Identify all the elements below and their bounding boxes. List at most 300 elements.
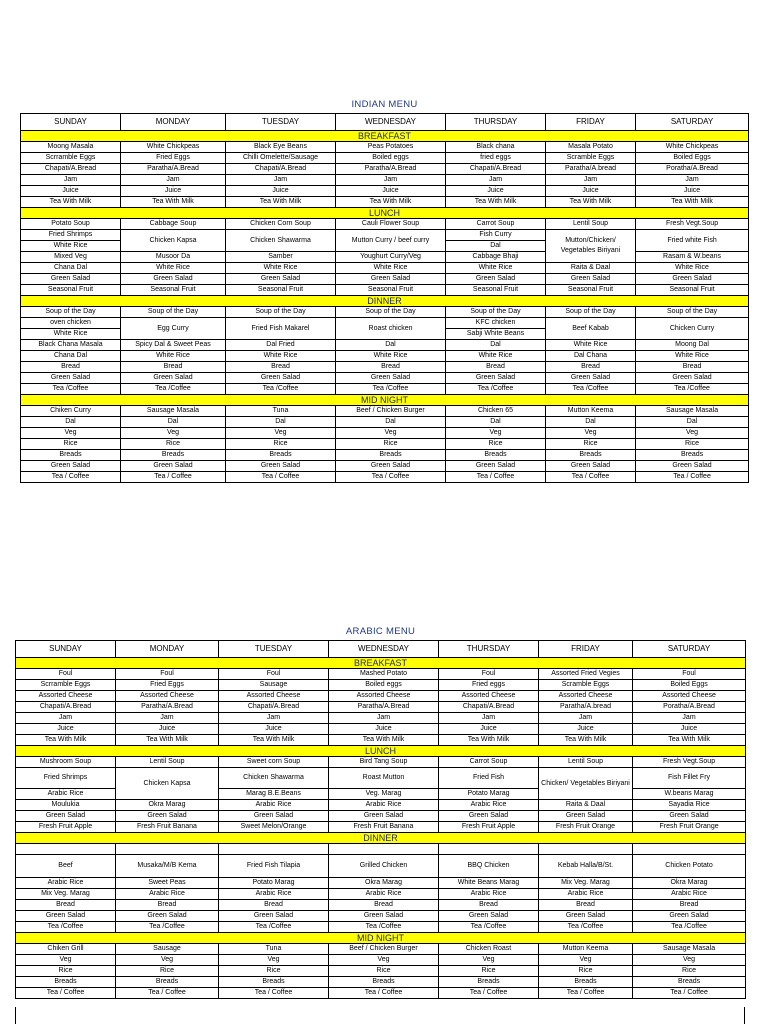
menu-cell: Paratha/A.bread: [546, 164, 636, 175]
menu-cell: Soup of the Day: [636, 307, 749, 318]
menu-cell: Tea With Milk: [336, 197, 446, 208]
table-row: [21, 285, 749, 296]
indian-menu-table: [20, 96, 749, 483]
menu-cell: Tea / Coffee: [633, 988, 746, 999]
menu-cell: Breads: [116, 977, 219, 988]
menu-cell: White Rice: [446, 263, 546, 274]
menu-cell: Tea / Coffee: [116, 988, 219, 999]
menu-cell: fried eggs: [446, 153, 546, 164]
table-row: [21, 197, 749, 208]
menu-cell: Assorted Cheese: [633, 691, 746, 702]
menu-cell: Moong Dal: [636, 340, 749, 351]
menu-cell: Chapati/A.Bread: [21, 164, 121, 175]
empty-cell: [116, 844, 219, 855]
menu-cell: Tea /Coffee: [21, 384, 121, 395]
menu-cell: oven chicken: [21, 318, 121, 329]
section-lunch: LUNCH: [16, 746, 746, 757]
menu-cell: Veg: [226, 428, 336, 439]
menu-cell: Tea /Coffee: [116, 922, 219, 933]
menu-cell: Rice: [121, 439, 226, 450]
menu-cell: Green Salad: [116, 811, 219, 822]
menu-cell: Assorted Fried Vegies: [539, 669, 633, 680]
menu-cell: Fresh Fruit Banana: [116, 822, 219, 833]
menu-cell: Jam: [633, 713, 746, 724]
table-row: [16, 966, 746, 977]
table-row: [21, 274, 749, 285]
menu-cell: Chicken Shawarma: [219, 768, 329, 789]
menu-cell: Green Salad: [636, 461, 749, 472]
menu-cell: Rice: [21, 439, 121, 450]
day-header: SUNDAY: [21, 114, 121, 131]
table-row: [16, 944, 746, 955]
menu-cell: Tea With Milk: [636, 197, 749, 208]
menu-cell: Tea /Coffee: [121, 384, 226, 395]
table-row: [16, 955, 746, 966]
menu-cell: Arabic Rice: [439, 889, 539, 900]
menu-cell: Moulukia: [16, 800, 116, 811]
menu-cell: Juice: [439, 724, 539, 735]
menu-cell: Juice: [219, 724, 329, 735]
menu-cell: Roast chicken: [336, 318, 446, 340]
menu-cell: Jam: [116, 713, 219, 724]
menu-cell: Marag B.E.Beans: [219, 789, 329, 800]
table-row: [21, 230, 749, 241]
menu-cell: Chilli Omelette/Sausage: [226, 153, 336, 164]
menu-cell: White Rice: [121, 263, 226, 274]
menu-cell: Scramble Eggs: [539, 680, 633, 691]
table-row: [16, 713, 746, 724]
menu-cell: White Rice: [636, 351, 749, 362]
menu-cell: Mutton Keema: [546, 406, 636, 417]
menu-cell: Soup of the Day: [226, 307, 336, 318]
menu-cell: White Rice: [21, 241, 121, 252]
menu-cell: Juice: [446, 186, 546, 197]
menu-cell: Breads: [336, 450, 446, 461]
menu-cell: Rice: [439, 966, 539, 977]
menu-cell: Musaka/M/B Kema: [116, 855, 219, 878]
menu-cell: Jam: [329, 713, 439, 724]
menu-cell: Assorted Cheese: [116, 691, 219, 702]
menu-cell: Chapati/A.Bread: [226, 164, 336, 175]
section-breakfast: BREAKFAST: [16, 658, 746, 669]
menu-cell: Jam: [546, 175, 636, 186]
menu-cell: Bread: [336, 362, 446, 373]
section-midnight: MID NIGHT: [21, 395, 749, 406]
menu-cell: Breads: [21, 450, 121, 461]
menu-cell: Breads: [446, 450, 546, 461]
menu-cell: Breads: [546, 450, 636, 461]
menu-cell: Green Salad: [439, 911, 539, 922]
menu-cell: Fried eggs: [439, 680, 539, 691]
menu-cell: Arabic Rice: [539, 889, 633, 900]
table-row: [21, 406, 749, 417]
table-row: [21, 373, 749, 384]
menu-cell: Dal: [21, 417, 121, 428]
menu-cell: Egg Curry: [121, 318, 226, 340]
menu-cell: Fried Shrimps: [16, 768, 116, 789]
empty-cell: [633, 844, 746, 855]
menu-cell: Green Salad: [633, 911, 746, 922]
table-row: [16, 691, 746, 702]
menu-cell: Green Salad: [546, 274, 636, 285]
menu-cell: Raita & Daal: [546, 263, 636, 274]
section-breakfast-row: [16, 658, 746, 669]
section-dinner-row: [21, 296, 749, 307]
menu-cell: Fresh Fruit Apple: [439, 822, 539, 833]
table-row: [21, 175, 749, 186]
day-header: SUNDAY: [16, 641, 116, 658]
section-dinner-row: [16, 833, 746, 844]
menu-cell: Veg: [21, 428, 121, 439]
menu-cell: Black Chana Masala: [21, 340, 121, 351]
menu-cell: Green Salad: [546, 373, 636, 384]
menu-cell: Boiled Eggs: [636, 153, 749, 164]
menu-cell: Rice: [226, 439, 336, 450]
menu-cell: Potato Soup: [21, 219, 121, 230]
menu-cell: Chicken Kapsa: [116, 768, 219, 800]
blank-row: [16, 844, 746, 855]
menu-cell: Foul: [219, 669, 329, 680]
menu-cell: Juice: [121, 186, 226, 197]
menu-cell: Green Salad: [121, 274, 226, 285]
menu-cell: Juice: [336, 186, 446, 197]
menu-cell: Black Eye Beans: [226, 142, 336, 153]
menu-cell: Rice: [546, 439, 636, 450]
menu-cell: Green Salad: [121, 461, 226, 472]
menu-cell: Green Salad: [21, 461, 121, 472]
menu-cell: Juice: [21, 186, 121, 197]
menu-cell: Tea / Coffee: [329, 988, 439, 999]
table-row: [21, 263, 749, 274]
table-row: [21, 186, 749, 197]
menu-cell: Fried Shrimps: [21, 230, 121, 241]
menu-cell: Green Salad: [439, 811, 539, 822]
table-row: [16, 811, 746, 822]
menu-cell: Juice: [16, 724, 116, 735]
section-lunch: LUNCH: [21, 208, 749, 219]
menu-cell: Veg: [546, 428, 636, 439]
menu-cell: Fried Eggs: [121, 153, 226, 164]
menu-cell: W.beans Marag: [633, 789, 746, 800]
menu-cell: Chicken 65: [446, 406, 546, 417]
menu-cell: Bread: [116, 900, 219, 911]
menu-cell: Samber: [226, 252, 336, 263]
menu-cell: Tea / Coffee: [439, 988, 539, 999]
menu-cell: Tea / Coffee: [336, 472, 446, 483]
menu-cell: Sausage Masala: [121, 406, 226, 417]
menu-cell: Bread: [446, 362, 546, 373]
menu-cell: Foul: [116, 669, 219, 680]
menu-cell: Fresh Fruit Orange: [633, 822, 746, 833]
menu-cell: Chicken Corn Soup: [226, 219, 336, 230]
menu-cell: Rice: [336, 439, 446, 450]
menu-cell: Green Salad: [16, 811, 116, 822]
menu-cell: Scrramble Eggs: [16, 680, 116, 691]
menu-cell: Bread: [633, 900, 746, 911]
menu-cell: Soup of the Day: [546, 307, 636, 318]
menu-cell: Green Salad: [636, 274, 749, 285]
day-header-row: [21, 114, 749, 131]
menu-cell: Juice: [329, 724, 439, 735]
menu-cell: White Chickpeas: [636, 142, 749, 153]
menu-cell: Dal: [121, 417, 226, 428]
menu-cell: Veg: [219, 955, 329, 966]
menu-cell: Boiled eggs: [329, 680, 439, 691]
table-row: [21, 307, 749, 318]
menu-cell: Tea / Coffee: [446, 472, 546, 483]
menu-cell: Green Salad: [219, 811, 329, 822]
menu-cell: Soup of the Day: [21, 307, 121, 318]
menu-cell: Tea / Coffee: [226, 472, 336, 483]
menu-cell: Tea /Coffee: [16, 922, 116, 933]
menu-cell: Bread: [16, 900, 116, 911]
menu-cell: Green Salad: [226, 461, 336, 472]
day-header: WEDNESDAY: [329, 641, 439, 658]
menu-cell: Boiled Eggs: [633, 680, 746, 691]
table-row: [16, 911, 746, 922]
menu-cell: Moong Masala: [21, 142, 121, 153]
menu-cell: Fresh Vegt.Soup: [633, 757, 746, 768]
empty-cell: [219, 844, 329, 855]
menu-title-row: [16, 623, 746, 641]
menu-cell: Jam: [539, 713, 633, 724]
menu-cell: Arabic Rice: [116, 889, 219, 900]
menu-cell: Tea With Milk: [446, 197, 546, 208]
table-row: [16, 822, 746, 833]
table-row: [16, 922, 746, 933]
menu-cell: Chicken Kapsa: [121, 230, 226, 252]
day-header: THURSDAY: [446, 114, 546, 131]
menu-cell: Assorted Cheese: [539, 691, 633, 702]
menu-cell: Green Salad: [446, 274, 546, 285]
menu-cell: Rice: [539, 966, 633, 977]
menu-cell: Tea / Coffee: [539, 988, 633, 999]
menu-cell: Fried Fish Tilapia: [219, 855, 329, 878]
menu-cell: Sausage Masala: [636, 406, 749, 417]
table-row: [21, 439, 749, 450]
day-header: SATURDAY: [633, 641, 746, 658]
menu-cell: Tea /Coffee: [336, 384, 446, 395]
table-row: [21, 164, 749, 175]
menu-cell: Dal: [446, 417, 546, 428]
menu-cell: Green Salad: [336, 274, 446, 285]
menu-cell: Assorted Cheese: [219, 691, 329, 702]
menu-cell: Arabic Rice: [219, 800, 329, 811]
arabic-menu-table: [15, 623, 746, 999]
menu-cell: Youghurt Curry/Veg: [336, 252, 446, 263]
menu-cell: Roast Mutton: [329, 768, 439, 789]
menu-cell: Veg: [636, 428, 749, 439]
menu-cell: White Rice: [21, 329, 121, 340]
menu-cell: Black chana: [446, 142, 546, 153]
menu-cell: Jam: [21, 175, 121, 186]
menu-cell: Green Salad: [21, 373, 121, 384]
menu-cell: Veg: [121, 428, 226, 439]
menu-cell: Jam: [16, 713, 116, 724]
menu-cell: Bread: [329, 900, 439, 911]
menu-cell: Bread: [121, 362, 226, 373]
menu-cell: Seasonal Fruit: [226, 285, 336, 296]
table-row: [21, 384, 749, 395]
menu-cell: Fresh Fruit Apple: [16, 822, 116, 833]
section-breakfast: BREAKFAST: [21, 131, 749, 142]
table-row: [16, 680, 746, 691]
menu-cell: Seasonal Fruit: [546, 285, 636, 296]
menu-cell: Green Salad: [446, 373, 546, 384]
menu-cell: Paratha/A.Bread: [329, 702, 439, 713]
menu-cell: Paratha/A.Bread: [121, 164, 226, 175]
menu-cell: Sayadia Rice: [633, 800, 746, 811]
menu-cell: White Beans Marag: [439, 878, 539, 889]
menu-cell: BBQ Chicken: [439, 855, 539, 878]
menu-cell: Tea With Milk: [16, 735, 116, 746]
menu-cell: Green Salad: [633, 811, 746, 822]
empty-cell: [16, 844, 116, 855]
menu-cell: Green Salad: [116, 911, 219, 922]
menu-cell: Tea /Coffee: [636, 384, 749, 395]
menu-cell: Soup of the Day: [446, 307, 546, 318]
table-row: [21, 142, 749, 153]
menu-cell: Dal: [446, 241, 546, 252]
table-row: [21, 351, 749, 362]
menu-cell: Sausage: [219, 680, 329, 691]
menu-cell: Tea With Milk: [21, 197, 121, 208]
menu-cell: Jam: [121, 175, 226, 186]
menu-cell: Assorted Cheese: [439, 691, 539, 702]
menu-cell: KFC chicken: [446, 318, 546, 329]
menu-cell: Tea With Milk: [219, 735, 329, 746]
menu-cell: Rice: [636, 439, 749, 450]
menu-cell: Breads: [329, 977, 439, 988]
menu-cell: Chapati/A.Bread: [446, 164, 546, 175]
day-header: MONDAY: [116, 641, 219, 658]
menu-cell: Fried white Fish: [636, 230, 749, 252]
menu-cell: Breads: [226, 450, 336, 461]
menu-cell: Green Salad: [16, 911, 116, 922]
menu-cell: Tuna: [226, 406, 336, 417]
menu-cell: Dal Chana: [546, 351, 636, 362]
day-header: TUESDAY: [226, 114, 336, 131]
menu-cell: Peas Potatoes: [336, 142, 446, 153]
menu-cell: Tea / Coffee: [219, 988, 329, 999]
menu-cell: Lentil Soup: [546, 219, 636, 230]
menu-cell: Juice: [546, 186, 636, 197]
menu-cell: Mixed Veg: [21, 252, 121, 263]
menu-cell: Okra Marag: [633, 878, 746, 889]
menu-cell: White Rice: [446, 351, 546, 362]
menu-cell: Rasam & W.beans: [636, 252, 749, 263]
menu-cell: Okra Marag: [116, 800, 219, 811]
table-row: [16, 757, 746, 768]
day-header: MONDAY: [121, 114, 226, 131]
menu-cell: Seasonal Fruit: [636, 285, 749, 296]
menu-cell: Veg: [116, 955, 219, 966]
menu-cell: Dal: [226, 417, 336, 428]
menu-cell: Sweet corn Soup: [219, 757, 329, 768]
table-row: [16, 988, 746, 999]
menu-cell: Mutton Keema: [539, 944, 633, 955]
menu-cell: Bread: [439, 900, 539, 911]
menu-cell: Tea / Coffee: [21, 472, 121, 483]
menu-cell: Fresh Vegt.Soup: [636, 219, 749, 230]
menu-cell: Seasonal Fruit: [336, 285, 446, 296]
menu-cell: Juice: [633, 724, 746, 735]
menu-cell: Beef Kabab: [546, 318, 636, 340]
menu-cell: Rice: [219, 966, 329, 977]
menu-cell: Tea / Coffee: [121, 472, 226, 483]
menu-cell: Fried Fish: [439, 768, 539, 789]
menu-cell: Veg. Marag: [329, 789, 439, 800]
table-row: [16, 702, 746, 713]
menu-cell: Veg: [439, 955, 539, 966]
menu-cell: Chicken Roast: [439, 944, 539, 955]
table-row: [16, 878, 746, 889]
menu-cell: Chicken Curry: [636, 318, 749, 340]
menu-cell: Okra Marag: [329, 878, 439, 889]
menu-cell: Sausage: [116, 944, 219, 955]
menu-cell: Foul: [16, 669, 116, 680]
menu-cell: Seasonal Fruit: [446, 285, 546, 296]
menu-cell: Arabic Rice: [16, 789, 116, 800]
menu-cell: Tea With Milk: [121, 197, 226, 208]
table-row: [21, 340, 749, 351]
menu-cell: Juice: [539, 724, 633, 735]
menu-cell: Bread: [219, 900, 329, 911]
menu-cell: Sweet Melon/Orange: [219, 822, 329, 833]
menu-cell: Tea / Coffee: [636, 472, 749, 483]
menu-cell: Rice: [16, 966, 116, 977]
menu-cell: Juice: [636, 186, 749, 197]
menu-cell: Fresh Fruit Orange: [539, 822, 633, 833]
section-midnight-row: [16, 933, 746, 944]
menu-cell: Rice: [446, 439, 546, 450]
table-row: [21, 417, 749, 428]
menu-cell: Veg: [446, 428, 546, 439]
table-row: [16, 768, 746, 789]
menu-cell: Assorted Cheese: [329, 691, 439, 702]
menu-cell: Arabic Rice: [219, 889, 329, 900]
menu-cell: Jam: [439, 713, 539, 724]
menu-cell: Mix Veg. Marag: [16, 889, 116, 900]
table-row: [21, 472, 749, 483]
menu-cell: Chiken Curry: [21, 406, 121, 417]
menu-cell: Jam: [336, 175, 446, 186]
menu-cell: Chicken Potato: [633, 855, 746, 878]
menu-cell: White Rice: [226, 263, 336, 274]
menu-cell: Breads: [636, 450, 749, 461]
menu-cell: Bird Tang Soup: [329, 757, 439, 768]
menu-cell: Carrot Soup: [446, 219, 546, 230]
menu-cell: Chapati/A.Bread: [439, 702, 539, 713]
menu-cell: Fresh Fruit Banana: [329, 822, 439, 833]
section-lunch-row: [16, 746, 746, 757]
menu-cell: Cabbage Soup: [121, 219, 226, 230]
menu-cell: Chicken Shawarma: [226, 230, 336, 252]
menu-cell: Scrramble Eggs: [21, 153, 121, 164]
menu-cell: Bread: [21, 362, 121, 373]
arabic-table-footer-space: [15, 1007, 745, 1024]
menu-cell: Poratha/A.Bread: [633, 702, 746, 713]
menu-cell: Tea /Coffee: [539, 922, 633, 933]
menu-cell: Tea With Milk: [329, 735, 439, 746]
menu-cell: Beef / Chicken Burger: [329, 944, 439, 955]
menu-cell: Tea With Milk: [633, 735, 746, 746]
menu-cell: Musoor Da: [121, 252, 226, 263]
menu-cell: Bread: [636, 362, 749, 373]
menu-cell: Tea With Milk: [116, 735, 219, 746]
menu-cell: Veg: [336, 428, 446, 439]
section-dinner: DINNER: [21, 296, 749, 307]
